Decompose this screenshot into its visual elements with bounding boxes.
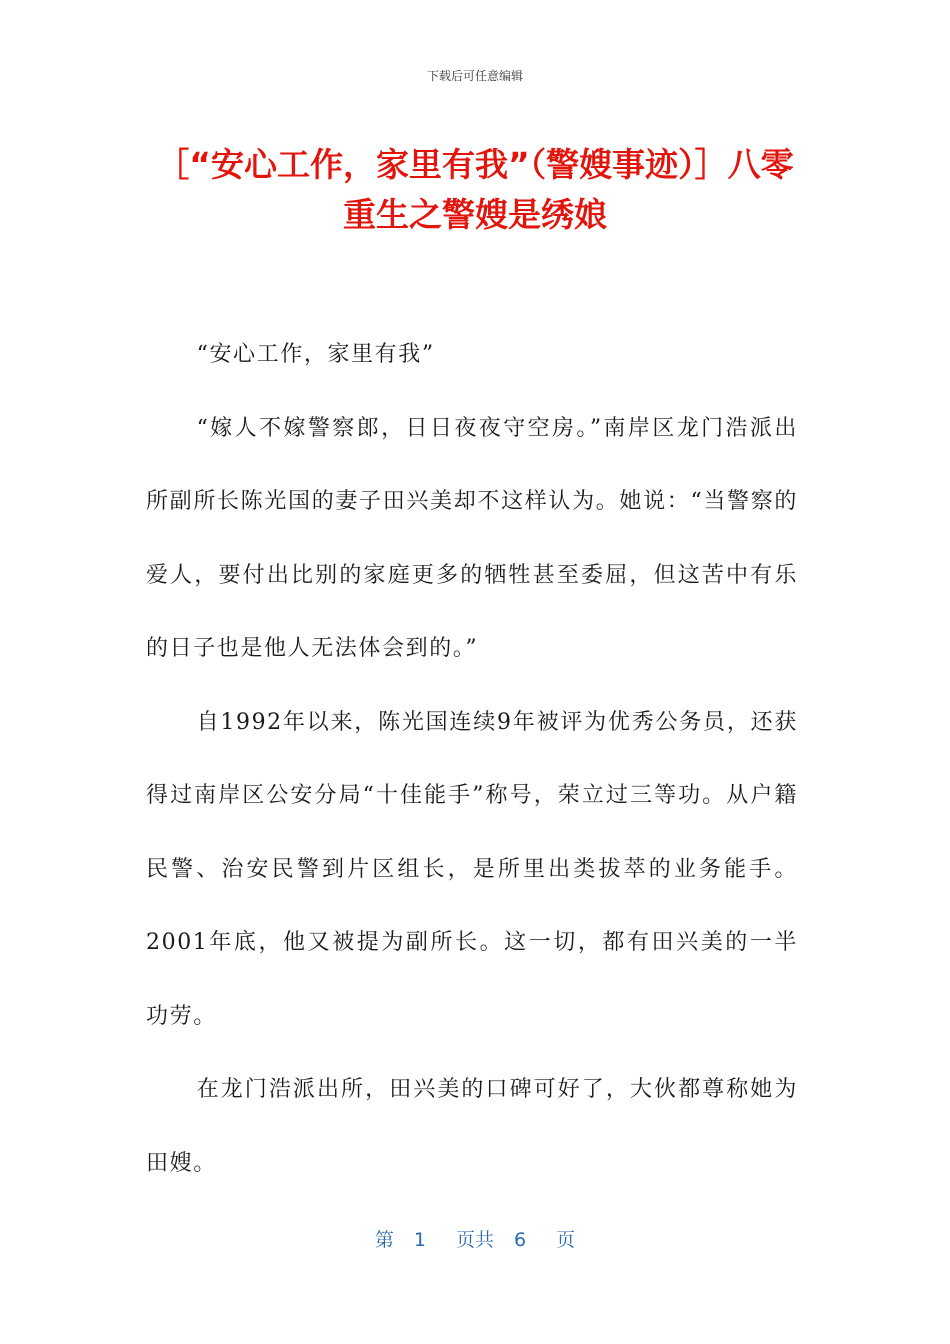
document-body (146, 318, 798, 1200)
paragraph: “安心工作，家里有我” (196, 342, 435, 367)
paragraph: “嫁人不嫁警察郎，日日夜夜守空房。”南岸区龙门浩派出所副所长陈光国的妻子田兴美却不这样认为。她说：“当警察的爱人，要付出比别的家庭更多的牺牲甚至委屈，但这苦中有乐的日子也是他人无法体会到的。” (146, 415, 798, 661)
total-pages-number: 6 (514, 1229, 527, 1251)
page-label-middle: 页共 (455, 1229, 494, 1251)
paragraph: 自1992年以来，陈光国连续9年被评为优秀公务员，还获得过南岸区公安分局“十佳能手”称号，荣立过三等功。从户籍民警、治安民警到片区组长，是所里出类拔萃的业务能手。2001年底，他又被提为副所长。这一切，都有田兴美的一半功劳。 (146, 709, 798, 1029)
paragraph: 在龙门浩派出所，田兴美的口碑可好了，大伙都尊称她为田嫂。 (146, 1077, 798, 1176)
page-label-prefix: 第 (374, 1229, 394, 1251)
page-label-suffix: 页 (556, 1229, 576, 1251)
document-title: ［“安心工作，家里有我”（警嫂事迹）］八零重生之警嫂是绣娘 (156, 145, 794, 234)
page-footer (0, 1225, 950, 1252)
current-page-number: 1 (413, 1229, 426, 1251)
header-note: 下载后可任意编辑 (426, 69, 523, 83)
